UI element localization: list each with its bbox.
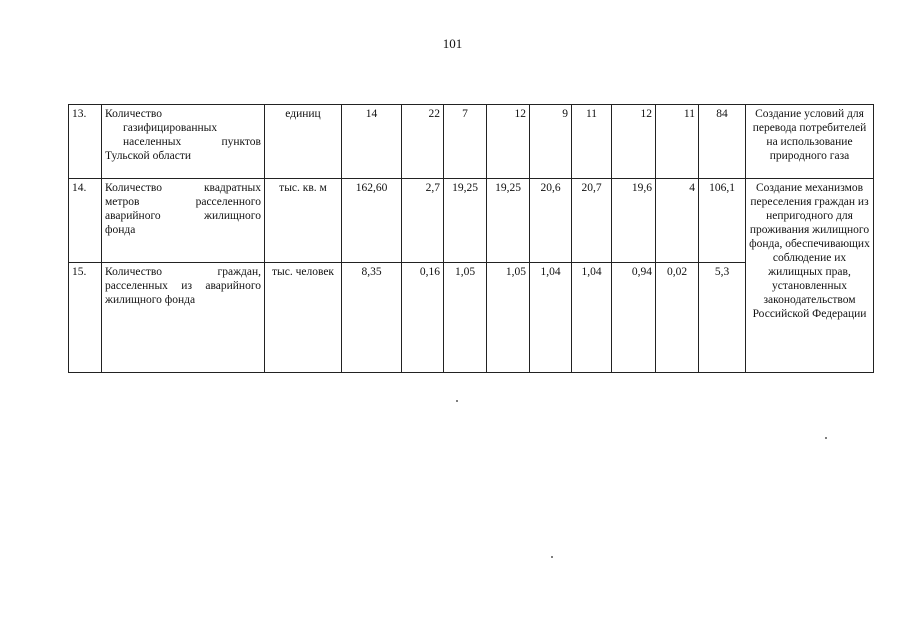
indicator-name-line: метров расселенного (105, 196, 261, 208)
value-cell: 8,35 (342, 263, 402, 373)
value-cell: 0,02 (656, 263, 699, 373)
indicator-name-line: Количество граждан, (105, 266, 261, 278)
indicator-name-line: Тульской области (105, 150, 192, 162)
page-number: 101 (442, 36, 463, 51)
value-cell: 9 (530, 105, 572, 179)
unit-cell: единиц (265, 105, 342, 179)
row-number: 15. (69, 263, 102, 373)
unit-cell: тыс. человек (265, 263, 342, 373)
indicator-name (102, 263, 265, 373)
indicator-name-line: Количество квадратных (105, 182, 261, 194)
value-cell: 14 (342, 105, 402, 179)
table-row (69, 105, 874, 179)
value-cell: 84 (699, 105, 746, 179)
value-cell: 12 (612, 105, 656, 179)
row-number: 13. (69, 105, 102, 179)
value-cell: 1,04 (572, 263, 612, 373)
indicator-name-line: аварийного жилищного (105, 210, 261, 222)
table-row (69, 179, 874, 263)
goal-cell: Создание механизмов переселения граждан из непригодного для проживания жилищного фонда, обеспечивающих соблюдение их жилищных прав, установленных законодательством Российской Федерации (746, 179, 874, 373)
value-cell: 20,7 (572, 179, 612, 263)
unit-cell: тыс. кв. м (265, 179, 342, 263)
value-cell: 0,94 (612, 263, 656, 373)
indicator-name-line: фонда (105, 224, 136, 236)
value-cell: 1,05 (444, 263, 487, 373)
value-cell: 11 (572, 105, 612, 179)
value-cell: 4 (656, 179, 699, 263)
scan-speck (456, 400, 458, 402)
indicator-name-line: жилищного фонда (105, 294, 196, 306)
value-cell: 7 (444, 105, 487, 179)
goal-cell: Создание условий для перевода потребителей на использование природного газа (746, 105, 874, 179)
value-cell: 20,6 (530, 179, 572, 263)
value-cell: 1,05 (487, 263, 530, 373)
value-cell: 12 (487, 105, 530, 179)
value-cell: 2,7 (402, 179, 444, 263)
value-cell: 106,1 (699, 179, 746, 263)
value-cell: 1,04 (530, 263, 572, 373)
indicator-name-line: газифицированных (123, 122, 218, 134)
indicator-name (102, 179, 265, 263)
scan-speck (551, 556, 553, 558)
indicator-name-line: населенных пунктов (123, 136, 261, 148)
value-cell: 11 (656, 105, 699, 179)
value-cell: 162,60 (342, 179, 402, 263)
indicator-name-line: расселенных из аварийного (105, 280, 261, 292)
value-cell: 19,25 (444, 179, 487, 263)
indicators-table (68, 104, 874, 373)
value-cell: 5,3 (699, 263, 746, 373)
value-cell: 22 (402, 105, 444, 179)
value-cell: 19,6 (612, 179, 656, 263)
indicator-name-line: Количество (105, 108, 162, 120)
value-cell: 0,16 (402, 263, 444, 373)
row-number: 14. (69, 179, 102, 263)
indicator-name (102, 105, 265, 179)
value-cell: 19,25 (487, 179, 530, 263)
scan-speck (825, 437, 827, 439)
